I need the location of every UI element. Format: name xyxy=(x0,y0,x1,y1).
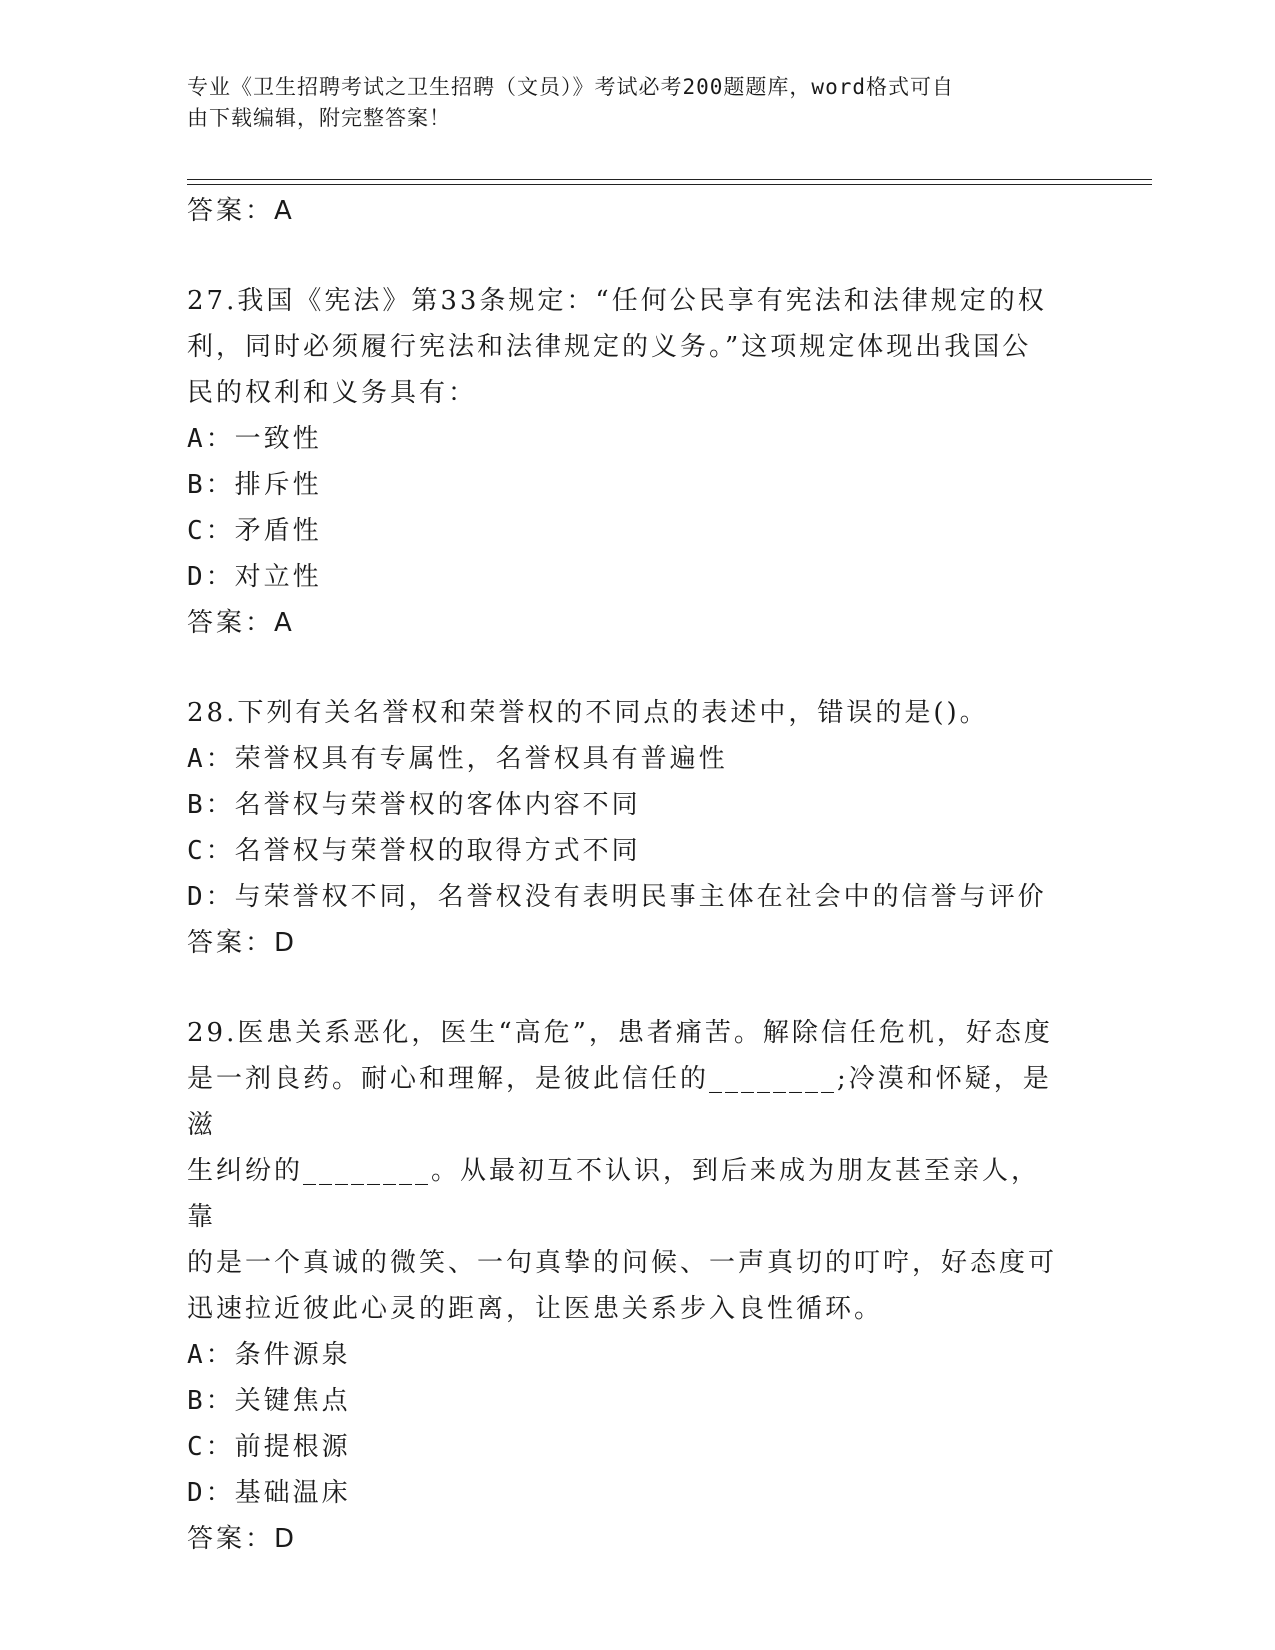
header-divider-bottom xyxy=(187,184,1152,185)
previous-answer: 答案：A xyxy=(187,196,295,226)
question-27 xyxy=(187,278,1067,646)
option-c: C：前提根源 xyxy=(187,1432,351,1462)
stem-line: 生纠纷的________。从最初互不认识，到后来成为朋友甚至亲人，靠 xyxy=(187,1156,1041,1232)
question-list xyxy=(187,188,1067,1562)
answer: 答案：D xyxy=(187,1524,298,1554)
stem-line: 利，同时必须履行宪法和法律规定的义务。”这项规定体现出我国公 xyxy=(187,332,1032,362)
stem-line: 28.下列有关名誉权和荣誉权的不同点的表述中，错误的是()。 xyxy=(187,698,989,728)
option-d: D：基础温床 xyxy=(187,1478,351,1508)
option-b: B：关键焦点 xyxy=(187,1386,351,1416)
question-stem xyxy=(187,1010,1067,1332)
question-stem xyxy=(187,690,1067,736)
document-header xyxy=(187,72,1067,134)
stem-line: 27.我国《宪法》第33条规定：“任何公民享有宪法和法律规定的权 xyxy=(187,286,1047,316)
stem-line: 29.医患关系恶化，医生“高危”，患者痛苦。解除信任危机，好态度 xyxy=(187,1018,1053,1048)
question-28 xyxy=(187,690,1067,966)
answer: 答案：A xyxy=(187,608,295,638)
option-c: C：矛盾性 xyxy=(187,516,322,546)
option-d: D：对立性 xyxy=(187,562,322,592)
stem-line: 的是一个真诚的微笑、一句真挚的问候、一声真切的叮咛，好态度可 xyxy=(187,1248,1058,1278)
option-a: A：条件源泉 xyxy=(187,1340,351,1370)
stem-line: 迅速拉近彼此心灵的距离，让医患关系步入良性循环。 xyxy=(187,1294,884,1324)
option-a: A：荣誉权具有专属性，名誉权具有普遍性 xyxy=(187,744,728,774)
option-b: B：名誉权与荣誉权的客体内容不同 xyxy=(187,790,641,820)
option-a: A：一致性 xyxy=(187,424,322,454)
header-line-2: 由下载编辑，附完整答案！ xyxy=(187,106,451,130)
option-d: D：与荣誉权不同，名誉权没有表明民事主体在社会中的信誉与评价 xyxy=(187,882,1047,912)
stem-line: 是一剂良药。耐心和理解，是彼此信任的________;冷漠和怀疑，是滋 xyxy=(187,1064,1052,1140)
stem-line: 民的权利和义务具有： xyxy=(187,378,478,408)
option-b: B：排斥性 xyxy=(187,470,322,500)
header-line-1: 专业《卫生招聘考试之卫生招聘（文员）》考试必考200题题库，word格式可自 xyxy=(187,75,954,99)
question-29 xyxy=(187,1010,1067,1562)
answer: 答案：D xyxy=(187,928,298,958)
question-stem xyxy=(187,278,1067,416)
option-c: C：名誉权与荣誉权的取得方式不同 xyxy=(187,836,641,866)
header-divider-top xyxy=(187,179,1152,180)
